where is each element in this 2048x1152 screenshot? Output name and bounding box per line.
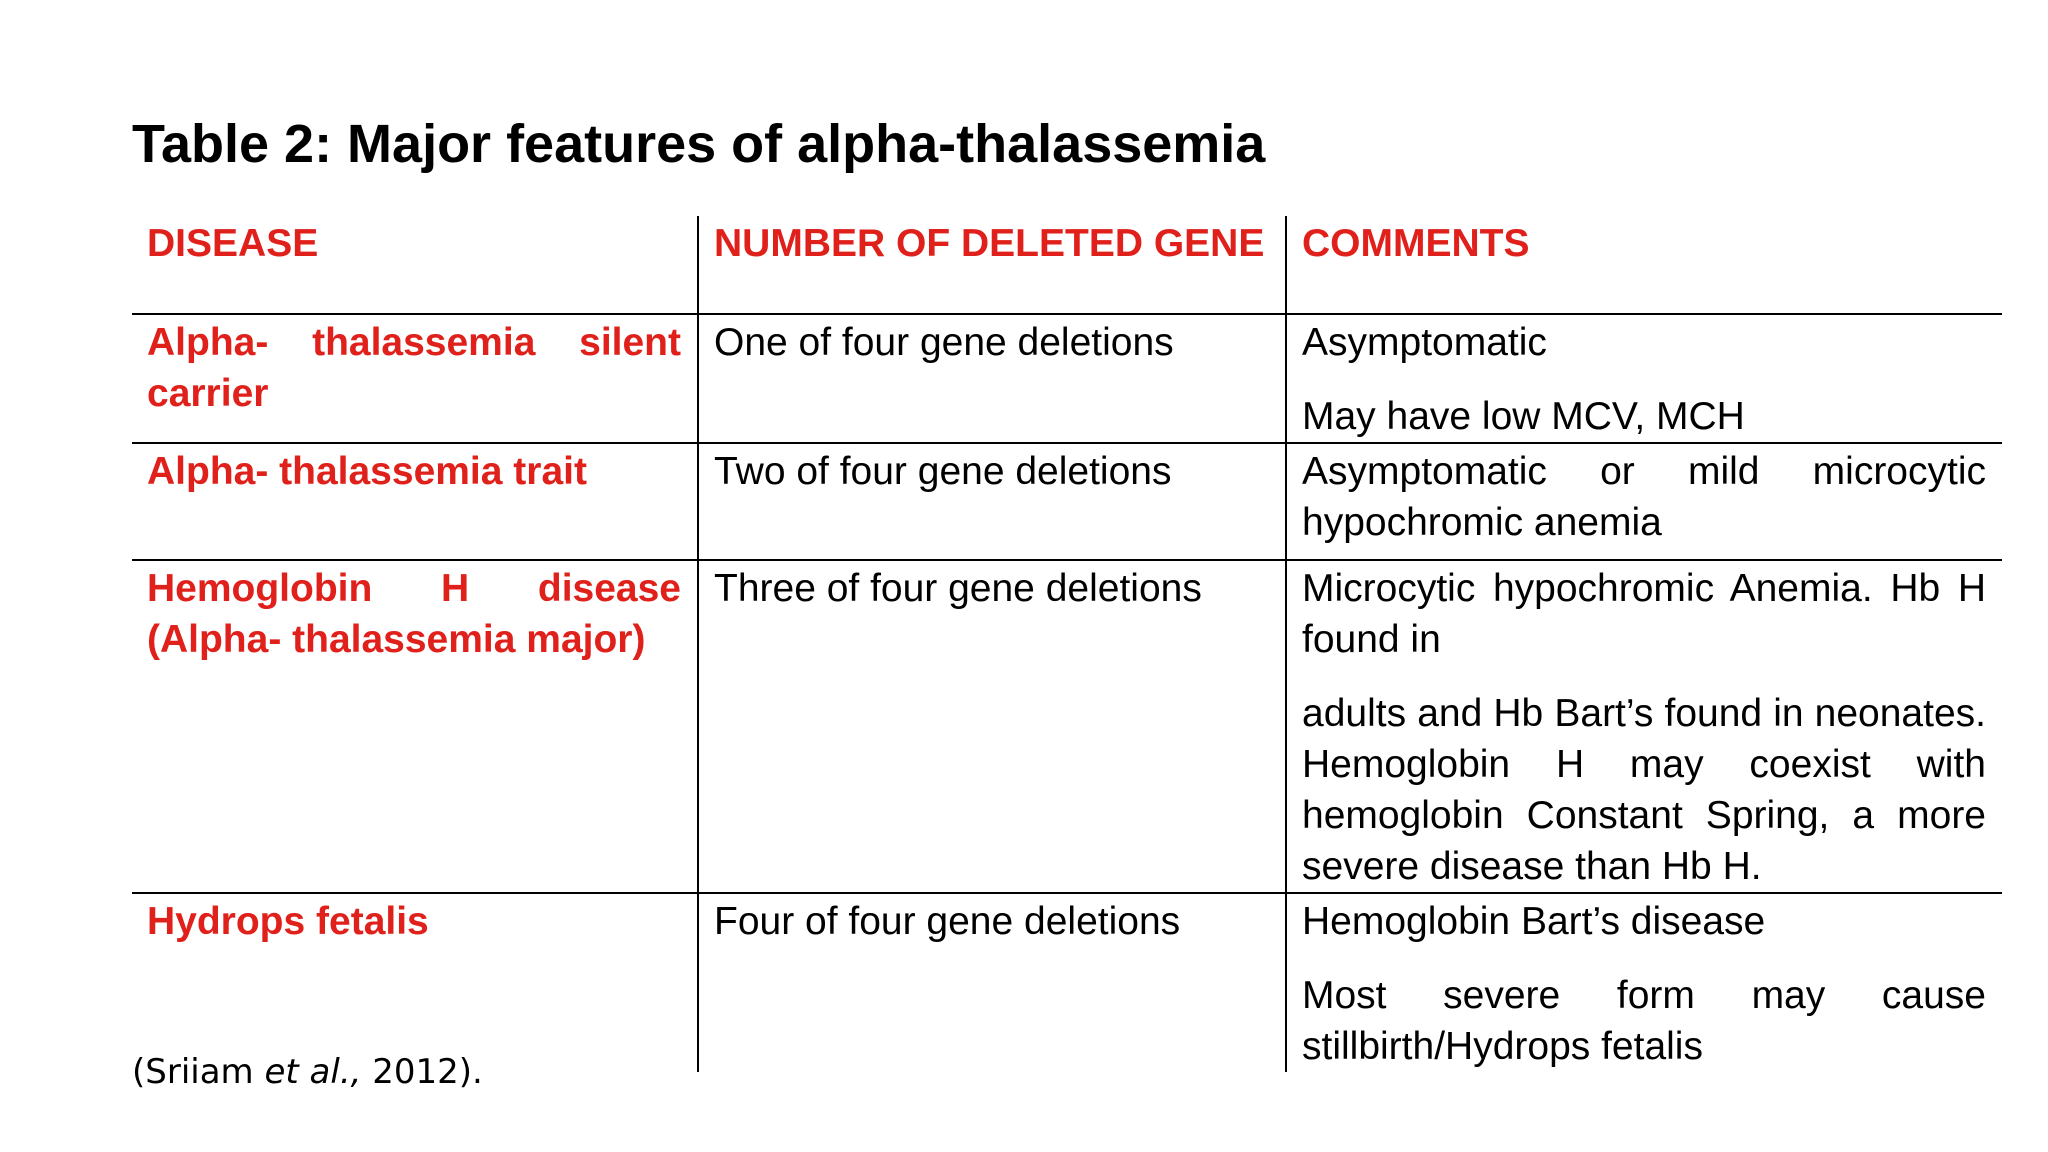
citation-prefix: (Sriiam [132,1052,265,1092]
disease-cell: Alpha- thalassemia trait [132,443,698,560]
comment-line: adults and Hb Bart’s found in neonates. Hemoglobin H may coexist with hemoglobin Constant Spring, a more severe disease than Hb H. [1302,692,1986,888]
deleted-genes-cell: Two of four gene deletions [698,443,1286,560]
comment-line: Hemoglobin Bart’s disease [1302,900,1766,943]
deleted-genes-cell: One of four gene deletions [698,314,1286,443]
comments-cell [1286,443,2002,560]
deleted-genes-cell: Four of four gene deletions [698,893,1286,1072]
table-row [132,314,2002,443]
header-disease: DISEASE [147,222,319,265]
deleted-genes-cell: Three of four gene deletions [698,560,1286,893]
header-comments: COMMENTS [1286,216,2002,314]
comment-line: Asymptomatic or mild microcytic hypochromic anemia [1302,450,1986,544]
disease-cell: Hydrops fetalis [132,893,698,1072]
table-row [132,560,2002,893]
comment-line: May have low MCV, MCH [1302,395,1745,438]
table-header-row [132,216,2002,314]
comment-line: Microcytic hypochromic Anemia. Hb H found in [1302,567,1986,661]
table-row [132,443,2002,560]
disease-cell: Alpha- thalassemia silent carrier [132,314,698,443]
citation-et-al: et al., [264,1052,362,1092]
comments-cell [1286,893,2002,1072]
table-row [132,893,2002,1072]
comments-cell [1286,560,2002,893]
alpha-thalassemia-table [132,216,2002,1072]
header-number-of-deleted-gene: NUMBER OF DELETED GENE [698,216,1286,314]
table-title: Table 2: Major features of alpha-thalassemia [132,114,1266,174]
comment-line: Asymptomatic [1302,321,1547,364]
citation-suffix: 2012). [361,1052,483,1092]
disease-cell: Hemoglobin H disease (Alpha- thalassemia major) [132,560,698,893]
comments-cell [1286,314,2002,443]
comment-line: Most severe form may cause stillbirth/Hydrops fetalis [1302,974,1986,1068]
citation [132,1052,483,1093]
